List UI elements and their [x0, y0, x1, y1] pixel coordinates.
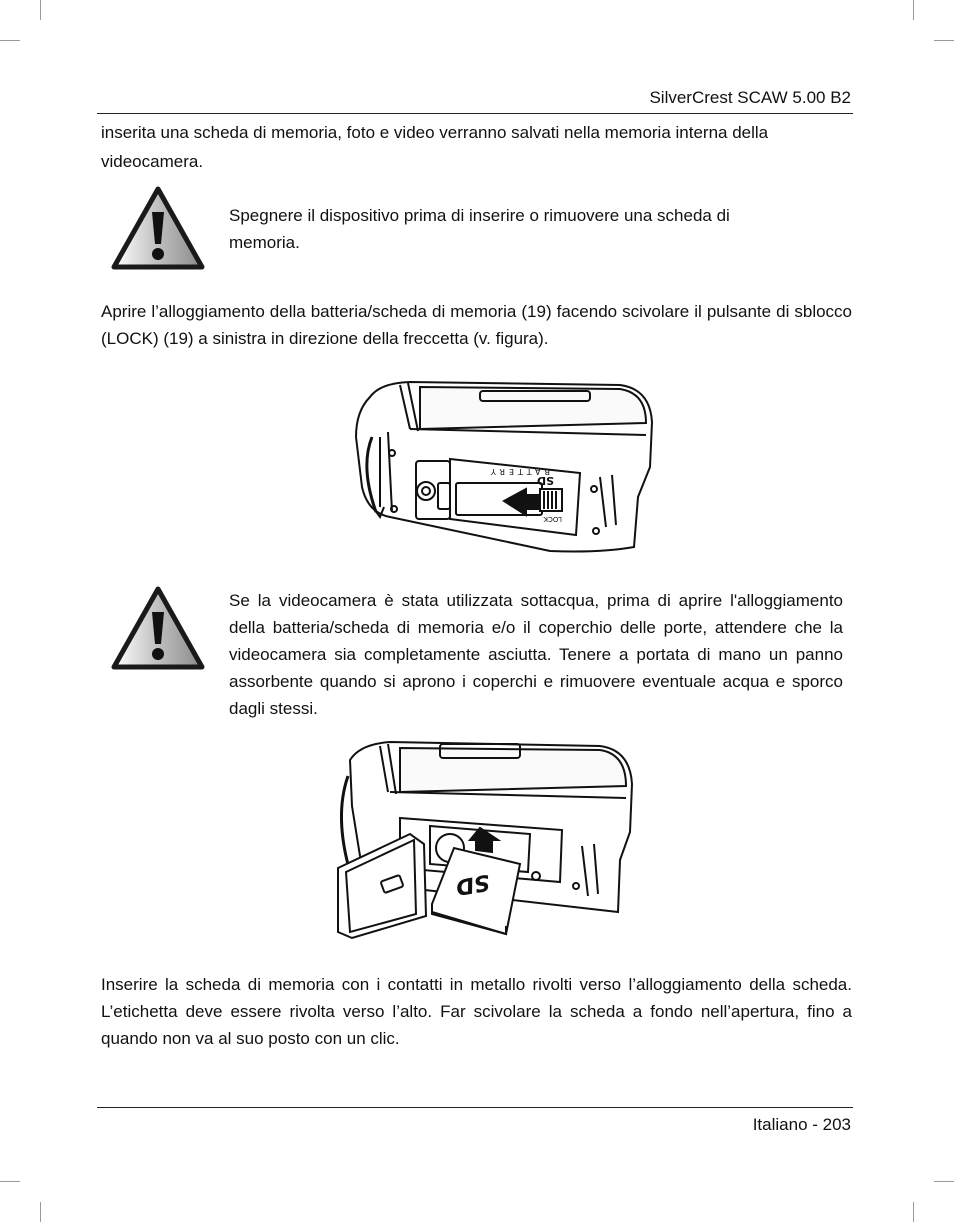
crop-mark: [0, 1181, 20, 1182]
crop-mark: [0, 40, 20, 41]
figure-camera-sd-insert: [330, 736, 636, 949]
crop-mark: [40, 0, 41, 20]
warning-text-2: Se la videocamera è stata utilizzata sottacqua, prima di aprire l'alloggiamento della batteria/scheda di memoria e/o il coperchio delle porte, attendere che la videocamera sia completamente asciutta. Tenere a portata di mano un panno assorbente quando si aprono i coperchi e rimuovere eventuale acqua e sporco dagli stessi.: [229, 591, 843, 718]
warning-triangle-icon: [111, 186, 205, 275]
crop-mark: [913, 0, 914, 20]
warning-triangle-icon: [111, 586, 205, 675]
footer-page-number: Italiano - 203: [752, 1115, 851, 1134]
footer-rule: [97, 1107, 853, 1108]
crop-mark: [40, 1202, 41, 1222]
crop-mark: [934, 40, 954, 41]
header-title: SilverCrest SCAW 5.00 B2: [649, 88, 851, 107]
crop-mark: [934, 1181, 954, 1182]
crop-mark: [913, 1202, 914, 1222]
figure2-sd-label: SD: [453, 868, 492, 900]
paragraph-insert-card: Inserire la scheda di memoria con i contatti in metallo rivolti verso l’alloggiamento della scheda. L’etichetta deve essere rivolta verso l’alto. Far scivolare la scheda a fondo nell’apertura, fino a quando non va al suo posto con un clic.: [101, 975, 852, 1048]
warning-text-1: Spegnere il dispositivo prima di inserire o rimuovere una scheda di memoria.: [229, 206, 730, 252]
header-rule: [97, 113, 853, 114]
figure1-battery-label: BATTERY: [487, 467, 550, 476]
paragraph-intro: inserita una scheda di memoria, foto e video verranno salvati nella memoria interna della videocamera.: [101, 123, 769, 171]
figure-camera-battery-lock: [350, 377, 656, 560]
figure1-lock-label: LOCK: [543, 515, 562, 523]
paragraph-open-compartment: Aprire l’alloggiamento della batteria/scheda di memoria (19) facendo scivolare il pulsante di sblocco (LOCK) (19) a sinistra in direzione della freccetta (v. figura).: [101, 302, 852, 348]
figure1-sd-label: SD: [536, 474, 554, 487]
